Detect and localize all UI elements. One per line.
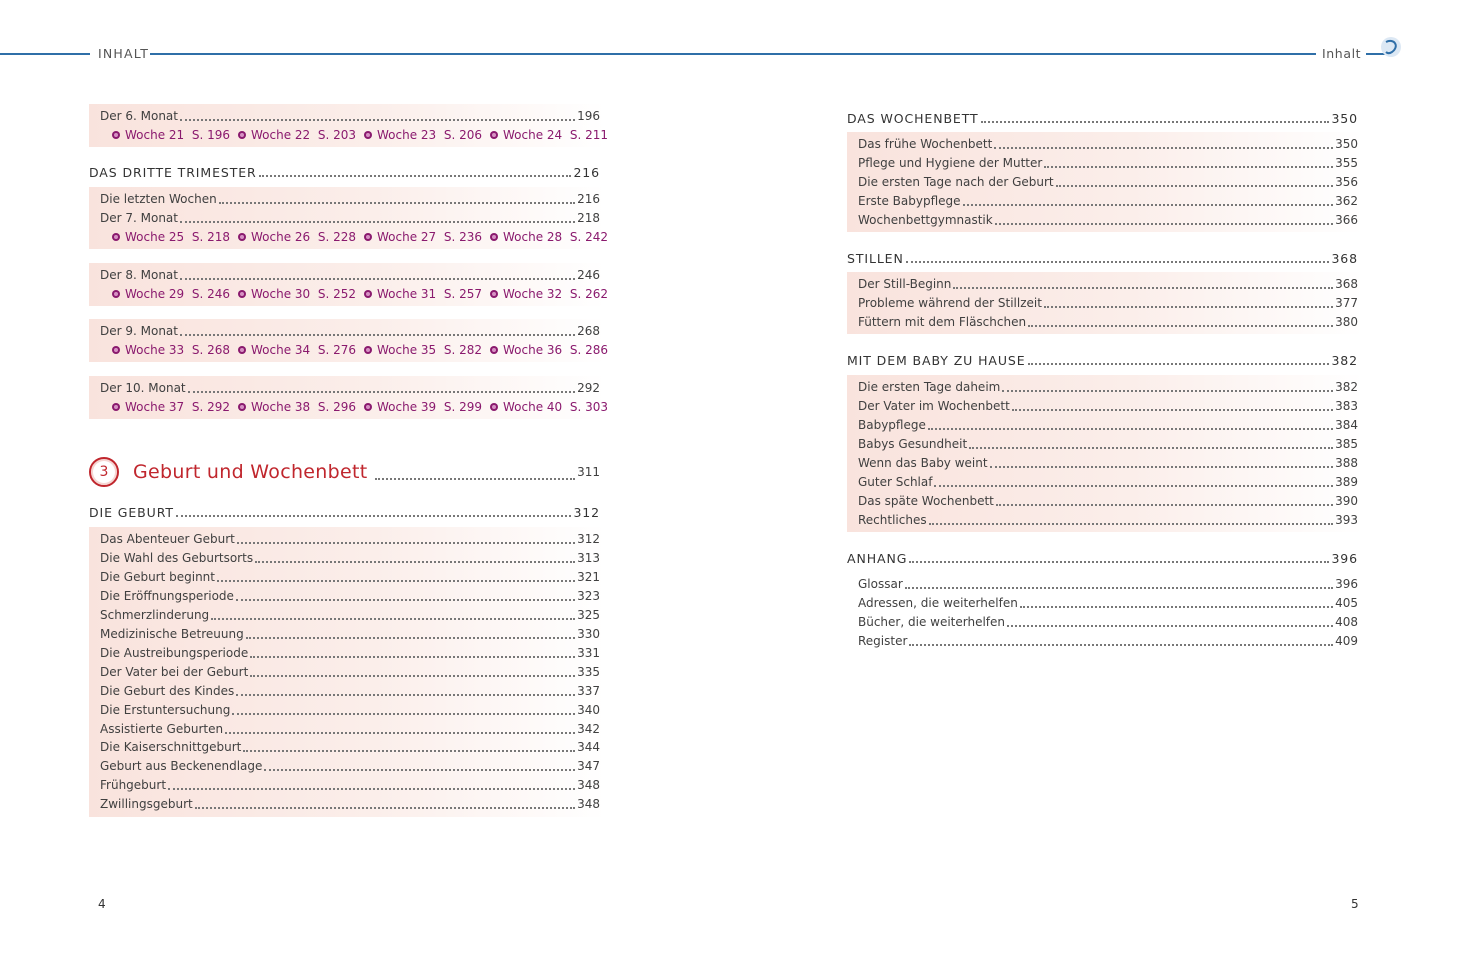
dot-leader bbox=[990, 466, 1334, 468]
entry-page: 355 bbox=[1335, 156, 1358, 171]
toc-entry-month7[interactable] bbox=[100, 211, 600, 226]
toc-entry[interactable] bbox=[858, 156, 1358, 171]
entry-title: Das Abenteuer Geburt bbox=[100, 532, 235, 546]
dot-leader bbox=[188, 391, 575, 393]
dot-leader bbox=[375, 478, 575, 480]
week-link[interactable] bbox=[238, 230, 364, 244]
entry-title: Assistierte Geburten bbox=[100, 721, 224, 736]
dot-leader bbox=[180, 221, 575, 223]
entry-title: Babys Gesundheit bbox=[858, 436, 968, 451]
toc-entry[interactable] bbox=[100, 646, 600, 661]
week-page: S. 246 bbox=[191, 287, 230, 301]
entry-title: Glossar bbox=[858, 577, 903, 591]
week-page: S. 292 bbox=[191, 400, 230, 414]
week-link[interactable] bbox=[238, 287, 364, 301]
week-link[interactable] bbox=[112, 128, 238, 142]
dot-leader bbox=[995, 223, 1333, 225]
section-page: 312 bbox=[573, 505, 600, 520]
week-page: S. 196 bbox=[191, 128, 230, 142]
bullet-icon bbox=[364, 131, 372, 139]
week-page: S. 262 bbox=[569, 287, 608, 301]
bullet-icon bbox=[112, 403, 120, 411]
dot-leader bbox=[909, 561, 1329, 563]
entry-title: Der Vater im Wochenbett bbox=[858, 398, 1010, 413]
entry-title: Zwillingsgeburt bbox=[100, 797, 193, 812]
toc-entry[interactable] bbox=[100, 778, 600, 793]
toc-section-birth[interactable] bbox=[89, 505, 600, 520]
week-page: S. 218 bbox=[191, 230, 230, 244]
dot-leader bbox=[217, 580, 575, 582]
week-link[interactable] bbox=[112, 343, 238, 357]
dot-leader bbox=[250, 656, 575, 658]
toc-entry[interactable] bbox=[100, 570, 600, 585]
header-rule-center bbox=[150, 53, 1316, 55]
entry-title: Wenn das Baby weint bbox=[858, 455, 988, 470]
toc-entry[interactable] bbox=[100, 759, 600, 774]
week-link[interactable] bbox=[364, 230, 490, 244]
entry-page: 216 bbox=[577, 192, 600, 206]
entry-title: Rechtliches bbox=[858, 512, 927, 527]
bullet-icon bbox=[364, 346, 372, 354]
entry-title: Die Wahl des Geburtsorts bbox=[100, 550, 254, 565]
dot-leader bbox=[211, 618, 575, 620]
entry-title: Die Eröffnungsperiode bbox=[100, 588, 234, 603]
toc-entry-month9[interactable] bbox=[100, 324, 600, 339]
dot-leader bbox=[906, 261, 1330, 263]
week-page: S. 282 bbox=[443, 343, 482, 357]
dot-leader bbox=[236, 694, 575, 696]
dot-leader bbox=[963, 204, 1334, 206]
week-page: S. 228 bbox=[317, 230, 356, 244]
week-page: S. 242 bbox=[569, 230, 608, 244]
entry-title: Die ersten Tage nach der Geburt bbox=[858, 175, 1054, 190]
dot-leader bbox=[246, 637, 575, 639]
toc-section-appendix[interactable] bbox=[847, 551, 1358, 566]
entry-title: Register bbox=[858, 633, 908, 648]
toc-entry[interactable] bbox=[858, 315, 1358, 330]
bullet-icon bbox=[490, 346, 498, 354]
bullet-icon bbox=[490, 403, 498, 411]
week-label: Woche 31 bbox=[377, 287, 437, 301]
week-link[interactable] bbox=[364, 128, 490, 142]
bullet-icon bbox=[364, 233, 372, 241]
bullet-icon bbox=[490, 233, 498, 241]
entry-title: Der 10. Monat bbox=[100, 381, 186, 395]
dot-leader bbox=[994, 147, 1333, 149]
bullet-icon bbox=[238, 403, 246, 411]
entry-page: 340 bbox=[577, 702, 600, 717]
entry-page: 383 bbox=[1335, 398, 1358, 413]
dot-leader bbox=[905, 587, 1333, 589]
entry-page: 408 bbox=[1335, 614, 1358, 629]
entry-page: 246 bbox=[577, 268, 600, 282]
dot-leader bbox=[180, 119, 575, 121]
week-label: Woche 34 bbox=[251, 343, 311, 357]
week-link[interactable] bbox=[490, 287, 608, 301]
entry-page: 396 bbox=[1335, 577, 1358, 591]
toc-entry[interactable] bbox=[858, 615, 1358, 630]
toc-section-puerperium[interactable] bbox=[847, 111, 1358, 126]
week-page: S. 203 bbox=[317, 128, 356, 142]
entry-title: Pflege und Hygiene der Mutter bbox=[858, 156, 1043, 171]
toc-entry[interactable] bbox=[858, 418, 1358, 433]
entry-page: 268 bbox=[577, 324, 600, 338]
dot-leader bbox=[259, 175, 572, 177]
entry-title: Der Still-Beginn bbox=[858, 277, 952, 291]
toc-entry[interactable] bbox=[100, 627, 600, 642]
toc-entry[interactable] bbox=[858, 213, 1358, 228]
week-page: S. 206 bbox=[443, 128, 482, 142]
entry-page: 344 bbox=[577, 740, 600, 755]
toc-entry[interactable] bbox=[100, 740, 600, 755]
week-link[interactable] bbox=[112, 400, 238, 414]
dot-leader bbox=[236, 599, 575, 601]
header-label-right: Inhalt bbox=[1322, 46, 1362, 61]
dot-leader bbox=[250, 675, 575, 677]
week-links-month7 bbox=[112, 230, 608, 244]
toc-entry[interactable] bbox=[100, 589, 600, 604]
toc-entry[interactable] bbox=[858, 137, 1358, 152]
entry-title: Guter Schlaf bbox=[858, 474, 933, 489]
dot-leader bbox=[996, 504, 1333, 506]
entry-title: Probleme während der Stillzeit bbox=[858, 296, 1042, 311]
entry-page: 337 bbox=[577, 683, 600, 698]
entry-title: Die Geburt des Kindes bbox=[100, 683, 235, 698]
toc-entry[interactable] bbox=[858, 456, 1358, 471]
entry-title: Das späte Wochenbett bbox=[858, 493, 994, 508]
entry-page: 384 bbox=[1335, 417, 1358, 432]
bullet-icon bbox=[364, 290, 372, 298]
toc-entry-last-weeks[interactable] bbox=[100, 192, 600, 207]
entry-title: Frühgeburt bbox=[100, 778, 167, 793]
toc-entry[interactable] bbox=[100, 665, 600, 680]
bullet-icon bbox=[112, 290, 120, 298]
week-label: Woche 25 bbox=[125, 230, 185, 244]
entry-page: 218 bbox=[577, 211, 600, 225]
header-rule-left-short bbox=[0, 53, 90, 55]
entry-title: Die letzten Wochen bbox=[100, 192, 217, 206]
chapter-number-badge: 3 bbox=[89, 457, 119, 487]
bullet-icon bbox=[490, 131, 498, 139]
entry-page: 331 bbox=[577, 645, 600, 660]
entry-page: 313 bbox=[577, 550, 600, 565]
dot-leader bbox=[237, 542, 575, 544]
dot-leader bbox=[953, 287, 1333, 289]
bullet-icon bbox=[112, 233, 120, 241]
week-page: S. 257 bbox=[443, 287, 482, 301]
toc-chapter-3[interactable] bbox=[133, 461, 600, 483]
week-links-month10 bbox=[112, 400, 608, 414]
section-title: MIT DEM BABY ZU HAUSE bbox=[847, 353, 1026, 368]
week-page: S. 299 bbox=[443, 400, 482, 414]
entry-page: 292 bbox=[577, 381, 600, 395]
dot-leader bbox=[255, 561, 575, 563]
dot-leader bbox=[243, 750, 575, 752]
entry-title: Die Erstuntersuchung bbox=[100, 702, 231, 717]
dot-leader bbox=[180, 278, 575, 280]
dot-leader bbox=[1020, 606, 1333, 608]
week-label: Woche 22 bbox=[251, 128, 311, 142]
bullet-icon bbox=[112, 131, 120, 139]
dot-leader bbox=[1002, 390, 1333, 392]
toc-section-nursing[interactable] bbox=[847, 251, 1358, 266]
toc-entry[interactable] bbox=[858, 296, 1358, 311]
page-number-left: 4 bbox=[98, 897, 106, 911]
toc-entry[interactable] bbox=[100, 797, 600, 812]
week-link[interactable] bbox=[490, 343, 608, 357]
toc-entry-month10[interactable] bbox=[100, 381, 600, 396]
entry-page: 196 bbox=[577, 109, 600, 123]
entry-title: Wochenbettgymnastik bbox=[858, 213, 993, 228]
chapter-page: 311 bbox=[577, 465, 600, 479]
toc-entry[interactable] bbox=[858, 277, 1358, 292]
toc-entry-month8[interactable] bbox=[100, 268, 600, 283]
week-link[interactable] bbox=[238, 128, 364, 142]
dot-leader bbox=[1007, 625, 1333, 627]
entry-page: 405 bbox=[1335, 595, 1358, 610]
entry-title: Bücher, die weiterhelfen bbox=[858, 614, 1006, 629]
section-page: 396 bbox=[1331, 551, 1358, 566]
entry-page: 342 bbox=[577, 721, 600, 736]
dot-leader bbox=[1012, 409, 1333, 411]
week-link[interactable] bbox=[490, 128, 608, 142]
entry-title: Das frühe Wochenbett bbox=[858, 137, 993, 151]
entry-title: Der 9. Monat bbox=[100, 324, 178, 338]
section-page: 350 bbox=[1331, 111, 1358, 126]
section-page: 216 bbox=[573, 165, 600, 180]
dot-leader bbox=[232, 713, 575, 715]
entry-title: Füttern mit dem Fläschchen bbox=[858, 315, 1027, 330]
entry-title: Der 6. Monat bbox=[100, 109, 178, 123]
week-link[interactable] bbox=[238, 400, 364, 414]
bullet-icon bbox=[238, 290, 246, 298]
entry-page: 348 bbox=[577, 778, 600, 793]
week-link[interactable] bbox=[490, 400, 608, 414]
entry-page: 335 bbox=[577, 664, 600, 679]
section-title: DAS WOCHENBETT bbox=[847, 111, 979, 126]
week-label: Woche 35 bbox=[377, 343, 437, 357]
toc-section-home[interactable] bbox=[847, 353, 1358, 368]
entry-title: Der 7. Monat bbox=[100, 211, 178, 225]
toc-entry[interactable] bbox=[100, 608, 600, 623]
dot-leader bbox=[928, 428, 1333, 430]
bullet-icon bbox=[238, 346, 246, 354]
entry-page: 368 bbox=[1335, 277, 1358, 291]
entry-title: Babypflege bbox=[858, 417, 926, 432]
entry-title: Die Geburt beginnt bbox=[100, 569, 215, 584]
entry-title: Erste Babypflege bbox=[858, 194, 961, 209]
dot-leader bbox=[929, 523, 1333, 525]
week-page: S. 268 bbox=[191, 343, 230, 357]
dot-leader bbox=[219, 202, 575, 204]
entry-title: Die ersten Tage daheim bbox=[858, 380, 1001, 394]
dot-leader bbox=[1056, 185, 1333, 187]
week-label: Woche 26 bbox=[251, 230, 311, 244]
toc-entry[interactable] bbox=[858, 513, 1358, 528]
entry-page: 388 bbox=[1335, 455, 1358, 470]
entry-page: 348 bbox=[577, 797, 600, 812]
toc-entry-month6[interactable] bbox=[100, 109, 600, 124]
entry-page: 362 bbox=[1335, 194, 1358, 209]
entry-page: 366 bbox=[1335, 213, 1358, 228]
dot-leader bbox=[176, 515, 572, 517]
dot-leader bbox=[981, 121, 1330, 123]
entry-page: 350 bbox=[1335, 137, 1358, 151]
dot-leader bbox=[1028, 363, 1330, 365]
section-title: DAS DRITTE TRIMESTER bbox=[89, 165, 257, 180]
week-label: Woche 38 bbox=[251, 400, 311, 414]
entry-page: 356 bbox=[1335, 175, 1358, 190]
entry-page: 385 bbox=[1335, 436, 1358, 451]
bullet-icon bbox=[238, 131, 246, 139]
entry-page: 389 bbox=[1335, 474, 1358, 489]
bullet-icon bbox=[364, 403, 372, 411]
week-page: S. 252 bbox=[317, 287, 356, 301]
entry-page: 393 bbox=[1335, 512, 1358, 527]
week-label: Woche 29 bbox=[125, 287, 185, 301]
toc-entry[interactable] bbox=[858, 634, 1358, 649]
week-links-month6 bbox=[112, 128, 608, 142]
toc-entry[interactable] bbox=[858, 380, 1358, 395]
week-label: Woche 23 bbox=[377, 128, 437, 142]
dot-leader bbox=[1028, 325, 1333, 327]
week-page: S. 211 bbox=[569, 128, 608, 142]
dot-leader bbox=[934, 485, 1333, 487]
toc-section-third-trimester[interactable] bbox=[89, 165, 600, 180]
week-label: Woche 40 bbox=[503, 400, 563, 414]
toc-entry[interactable] bbox=[100, 684, 600, 699]
dot-leader bbox=[1044, 166, 1333, 168]
toc-entry[interactable] bbox=[100, 703, 600, 718]
dot-leader bbox=[195, 807, 575, 809]
week-page: S. 276 bbox=[317, 343, 356, 357]
swirl-logo-icon bbox=[1380, 36, 1402, 58]
week-page: S. 303 bbox=[569, 400, 608, 414]
toc-entry[interactable] bbox=[858, 437, 1358, 452]
entry-page: 390 bbox=[1335, 493, 1358, 508]
entry-title: Die Austreibungsperiode bbox=[100, 645, 249, 660]
toc-entry[interactable] bbox=[858, 596, 1358, 611]
dot-leader bbox=[969, 447, 1333, 449]
entry-title: Die Kaiserschnittgeburt bbox=[100, 740, 242, 755]
chapter-title: Geburt und Wochenbett bbox=[133, 461, 368, 483]
toc-entry[interactable] bbox=[858, 175, 1358, 190]
bullet-icon bbox=[490, 290, 498, 298]
toc-entry[interactable] bbox=[100, 532, 600, 547]
week-links-month8 bbox=[112, 287, 608, 301]
entry-page: 347 bbox=[577, 759, 600, 774]
entry-title: Der 8. Monat bbox=[100, 268, 178, 282]
bullet-icon bbox=[238, 233, 246, 241]
dot-leader bbox=[168, 788, 575, 790]
entry-title: Schmerzlinderung bbox=[100, 607, 210, 622]
entry-title: Adressen, die weiterhelfen bbox=[858, 595, 1018, 610]
dot-leader bbox=[225, 732, 575, 734]
week-label: Woche 27 bbox=[377, 230, 437, 244]
entry-page: 325 bbox=[577, 607, 600, 622]
entry-title: Der Vater bei der Geburt bbox=[100, 664, 249, 679]
entry-title: Geburt aus Beckenendlage bbox=[100, 759, 263, 774]
dot-leader bbox=[180, 334, 575, 336]
week-label: Woche 37 bbox=[125, 400, 185, 414]
week-link[interactable] bbox=[112, 287, 238, 301]
week-label: Woche 36 bbox=[503, 343, 563, 357]
entry-page: 330 bbox=[577, 626, 600, 641]
week-links-month9 bbox=[112, 343, 608, 357]
week-link[interactable] bbox=[238, 343, 364, 357]
toc-entry[interactable] bbox=[858, 475, 1358, 490]
toc-entry[interactable] bbox=[858, 194, 1358, 209]
week-link[interactable] bbox=[490, 230, 608, 244]
entry-page: 380 bbox=[1335, 315, 1358, 330]
entry-page: 312 bbox=[577, 532, 600, 546]
week-page: S. 296 bbox=[317, 400, 356, 414]
week-label: Woche 32 bbox=[503, 287, 563, 301]
week-label: Woche 28 bbox=[503, 230, 563, 244]
section-page: 368 bbox=[1331, 251, 1358, 266]
week-link[interactable] bbox=[364, 343, 490, 357]
entry-page: 377 bbox=[1335, 296, 1358, 311]
page-number-right: 5 bbox=[1351, 897, 1359, 911]
week-label: Woche 30 bbox=[251, 287, 311, 301]
section-title: STILLEN bbox=[847, 251, 904, 266]
week-link[interactable] bbox=[112, 230, 238, 244]
dot-leader bbox=[909, 644, 1333, 646]
week-label: Woche 24 bbox=[503, 128, 563, 142]
dot-leader bbox=[264, 769, 575, 771]
week-link[interactable] bbox=[364, 287, 490, 301]
dot-leader bbox=[1044, 306, 1333, 308]
entry-page: 323 bbox=[577, 588, 600, 603]
entry-page: 409 bbox=[1335, 633, 1358, 648]
week-label: Woche 33 bbox=[125, 343, 185, 357]
toc-entry[interactable] bbox=[858, 577, 1358, 592]
section-title: ANHANG bbox=[847, 551, 908, 566]
week-page: S. 236 bbox=[443, 230, 482, 244]
header-label-left: INHALT bbox=[98, 46, 150, 61]
toc-entry[interactable] bbox=[100, 551, 600, 566]
week-page: S. 286 bbox=[569, 343, 608, 357]
toc-entry[interactable] bbox=[858, 494, 1358, 509]
week-label: Woche 39 bbox=[377, 400, 437, 414]
bullet-icon bbox=[112, 346, 120, 354]
section-title: DIE GEBURT bbox=[89, 505, 174, 520]
week-link[interactable] bbox=[364, 400, 490, 414]
week-label: Woche 21 bbox=[125, 128, 185, 142]
toc-entry[interactable] bbox=[858, 399, 1358, 414]
toc-entry[interactable] bbox=[100, 722, 600, 737]
entry-title: Medizinische Betreuung bbox=[100, 626, 244, 641]
section-page: 382 bbox=[1331, 353, 1358, 368]
entry-page: 321 bbox=[577, 569, 600, 584]
entry-page: 382 bbox=[1335, 380, 1358, 394]
